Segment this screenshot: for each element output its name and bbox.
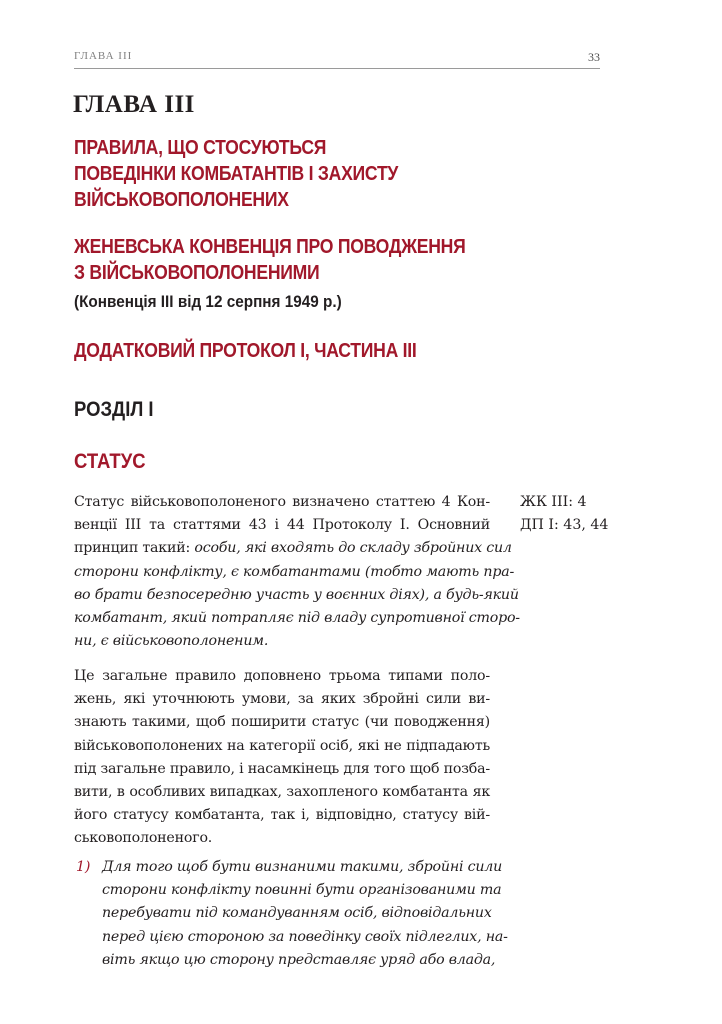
text-line: ськовополоненого.: [74, 830, 213, 847]
heading-rules: [74, 135, 398, 213]
text-line: перебувати під командуванням осіб, відповідальних: [102, 905, 492, 922]
section-title: РОЗДІЛ І: [74, 398, 154, 421]
paragraph-status-definition: [74, 491, 520, 653]
heading-protocol: ДОДАТКОВИЙ ПРОТОКОЛ І, ЧАСТИНА III: [74, 340, 417, 362]
status-title: СТАТУС: [74, 450, 146, 473]
heading-geneva-line: ЖЕНЕВСЬКА КОНВЕНЦІЯ ПРО ПОВОДЖЕННЯ: [74, 236, 466, 258]
heading-geneva-line: З ВІЙСЬКОВОПОЛОНЕНИМИ: [74, 262, 320, 284]
margin-references: [520, 491, 608, 537]
running-head: [74, 50, 600, 62]
running-head-chapter: ГЛАВА III: [74, 50, 133, 62]
text-italic: особи, які входять до складу збройних сил: [194, 540, 512, 557]
list-item: [76, 856, 508, 972]
text-line: військовополонених на категорії осіб, які не підпадають: [74, 737, 490, 754]
text-line: жень, які уточнюють умови, за яких збройні сили ви-: [74, 691, 490, 708]
text-line: сторони конфлікту, є комбатантами (тобто мають пра-: [74, 563, 515, 580]
text-line: [74, 537, 512, 560]
text-line: перед цією стороною за поведінку своїх підлеглих, на-: [102, 928, 508, 945]
header-rule: [74, 68, 600, 69]
text-line: Це загальне правило доповнено трьома типами поло-: [74, 668, 490, 684]
text-line: віть якщо цю сторону представляє уряд або влада,: [102, 951, 496, 968]
paragraph-general-rule: [74, 665, 490, 851]
text-line: Для того щоб бути визнаними такими, збройні сили: [102, 859, 503, 875]
text-line: знають такими, щоб поширити статус (чи поводження): [74, 714, 490, 731]
text-plain: принцип такий:: [74, 540, 195, 557]
page-number: 33: [588, 50, 600, 64]
geneva-note: (Конвенція III від 12 серпня 1949 р.): [74, 292, 342, 311]
heading-rules-line: ВІЙСЬКОВОПОЛОНЕНИХ: [74, 189, 289, 211]
text-line: ни, є військовополоненим.: [74, 633, 269, 650]
chapter-title: ГЛАВА III: [73, 91, 195, 118]
text-line: венції III та статтями 43 і 44 Протоколу I. Основний: [74, 517, 490, 534]
text-line: вити, в особливих випадках, захопленого комбатанта як: [74, 784, 490, 801]
text-line: його статусу комбатанта, так і, відповідно, статусу вій-: [74, 807, 490, 824]
text-line: во брати безпосередню участь у воєнних діях), а будь-який: [74, 586, 519, 603]
text-line: Статус військовополоненого визначено статтею 4 Кон-: [74, 494, 490, 510]
text-line: сторони конфлікту повинні бути організованими та: [102, 882, 502, 899]
heading-rules-line: ПОВЕДІНКИ КОМБАТАНТІВ І ЗАХИСТУ: [74, 163, 399, 185]
heading-geneva: [74, 234, 466, 286]
margin-reference: ДП I: 43, 44: [520, 517, 609, 534]
heading-rules-line: ПРАВИЛА, ЩО СТОСУЮТЬСЯ: [74, 137, 327, 159]
text-line: під загальне правило, і насамкінець для того щоб позба-: [74, 760, 490, 777]
text-line: комбатант, який потрапляє під владу супротивної сторо-: [74, 610, 520, 627]
list-item-number: 1): [76, 859, 91, 875]
margin-reference: ЖК III: 4: [520, 494, 587, 510]
